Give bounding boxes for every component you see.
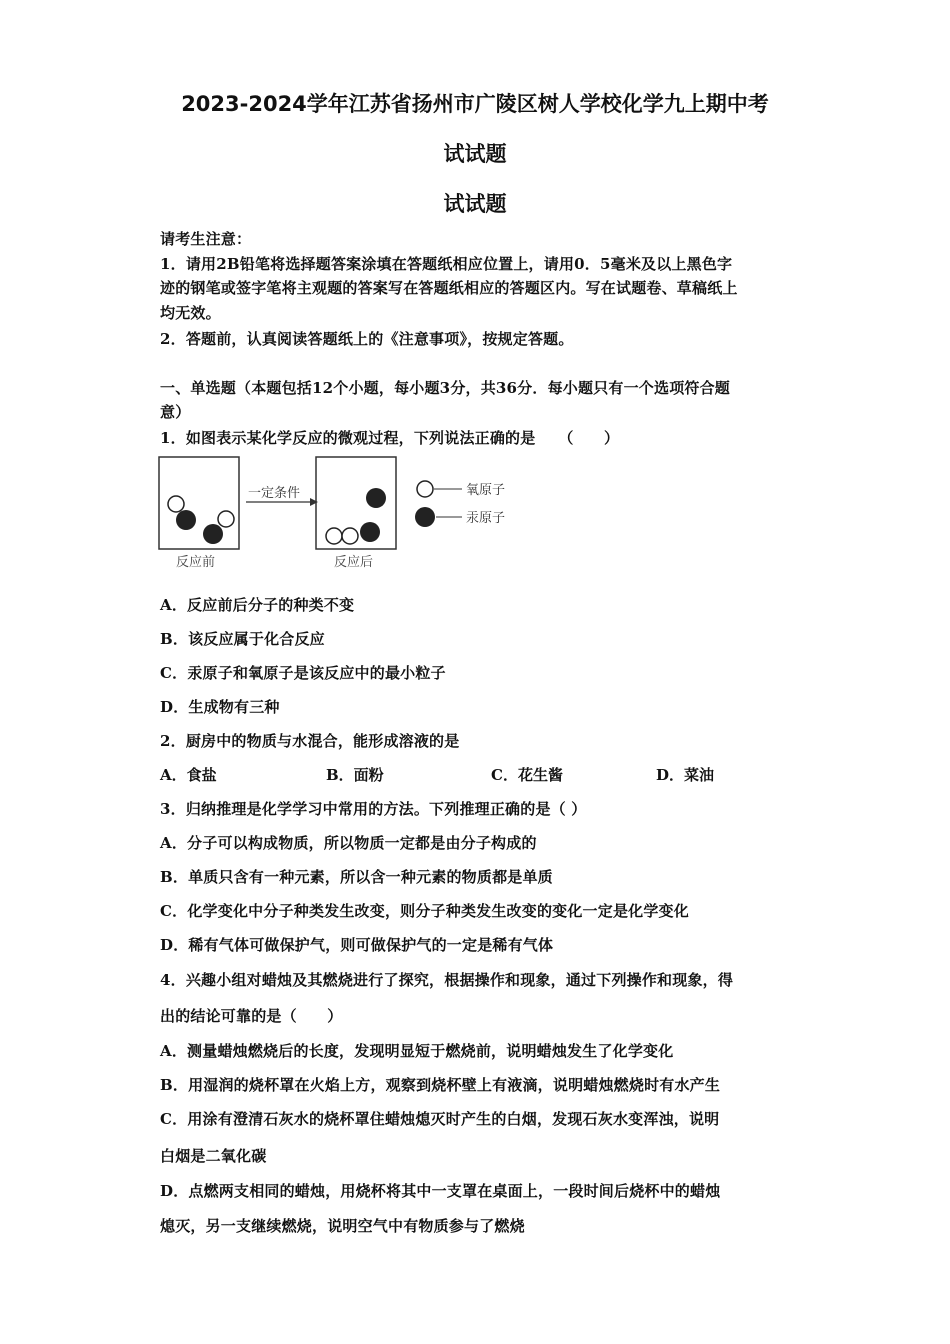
legend-mercury-atom <box>415 507 435 527</box>
oxygen-atom <box>326 528 342 544</box>
legend-oxygen-label: 氧原子 <box>466 483 506 498</box>
notice-line: 2．答题前，认真阅读答题纸上的《注意事项》，按规定答题。 <box>160 330 574 348</box>
mercury-atom <box>203 524 223 544</box>
q3-option-b: B．单质只含有一种元素，所以含一种元素的物质都是单质 <box>160 868 553 886</box>
q2-option-b: B．面粉 <box>326 766 384 784</box>
oxygen-atom <box>168 496 184 512</box>
q3-stem: 3．归纳推理是化学学习中常用的方法。下列推理正确的是（ ） <box>160 800 587 818</box>
section-heading: 一、单选题（本题包括12个小题，每小题3分，共36分．每小题只有一个选项符合题 <box>160 379 730 397</box>
q3-option-a: A．分子可以构成物质，所以物质一定都是由分子构成的 <box>160 834 537 852</box>
q2-stem: 2．厨房中的物质与水混合，能形成溶液的是 <box>160 732 460 750</box>
notice-line: 1．请用2B铅笔将选择题答案涂填在答题纸相应位置上，请用0．5毫米及以上黑色字 <box>160 255 733 273</box>
notice-line: 均无效。 <box>160 304 221 322</box>
legend-mercury-label: 汞原子 <box>466 511 506 526</box>
q4-option-c-cont: 白烟是二氧化碳 <box>160 1147 267 1165</box>
reaction-figure <box>156 452 526 574</box>
arrow-label: 一定条件 <box>248 486 301 501</box>
section-heading-cont: 意） <box>160 403 191 421</box>
arrowhead <box>310 498 318 506</box>
q4-option-d: D．点燃两支相同的蜡烛，用烧杯将其中一支罩在桌面上，一段时间后烧杯中的蜡烛 <box>160 1182 721 1200</box>
before-label: 反应前 <box>176 555 216 570</box>
q1-option-d: D．生成物有三种 <box>160 698 280 716</box>
q4-option-c: C．用涂有澄清石灰水的烧杯罩住蜡烛熄灭时产生的白烟，发现石灰水变浑浊，说明 <box>160 1110 720 1128</box>
q3-option-d: D．稀有气体可做保护气，则可做保护气的一定是稀有气体 <box>160 936 554 954</box>
legend-oxygen-atom <box>417 481 433 497</box>
q4-option-a: A．测量蜡烛燃烧后的长度，发现明显短于燃烧前，说明蜡烛发生了化学变化 <box>160 1042 674 1060</box>
q2-option-d: D．菜油 <box>656 766 715 784</box>
q1-option-b: B．该反应属于化合反应 <box>160 630 325 648</box>
exam-title-line1: 2023-2024学年江苏省扬州市广陵区树人学校化学九上期中考 <box>181 92 769 116</box>
exam-title-line2: 试试题 <box>443 142 507 166</box>
q1-stem: 1．如图表示某化学反应的微观过程，下列说法正确的是 （ ） <box>160 429 620 447</box>
oxygen-atom <box>342 528 358 544</box>
q3-option-c: C．化学变化中分子种类发生改变，则分子种类发生改变的变化一定是化学变化 <box>160 902 689 920</box>
q1-option-a: A．反应前后分子的种类不变 <box>160 596 355 614</box>
q4-option-b: B．用湿润的烧杯罩在火焰上方，观察到烧杯壁上有液滴，说明蜡烛燃烧时有水产生 <box>160 1076 721 1094</box>
notice-line: 迹的钢笔或签字笔将主观题的答案写在答题纸相应的答题区内。写在试题卷、草稿纸上 <box>160 279 738 297</box>
mercury-atom <box>360 522 380 542</box>
q4-stem-cont: 出的结论可靠的是（ ） <box>160 1007 343 1025</box>
q1-option-c: C．汞原子和氧原子是该反应中的最小粒子 <box>160 664 446 682</box>
q2-option-c: C．花生酱 <box>491 766 563 784</box>
oxygen-atom <box>218 511 234 527</box>
mercury-atom <box>176 510 196 530</box>
q2-option-a: A．食盐 <box>160 766 217 784</box>
exam-title-line3: 试试题 <box>443 192 507 216</box>
mercury-atom <box>366 488 386 508</box>
notice-heading: 请考生注意： <box>160 230 252 248</box>
q4-stem: 4．兴趣小组对蜡烛及其燃烧进行了探究，根据操作和现象，通过下列操作和现象，得 <box>160 971 734 989</box>
q4-option-d-cont: 熄灭，另一支继续燃烧，说明空气中有物质参与了燃烧 <box>160 1217 525 1235</box>
after-label: 反应后 <box>334 555 374 570</box>
